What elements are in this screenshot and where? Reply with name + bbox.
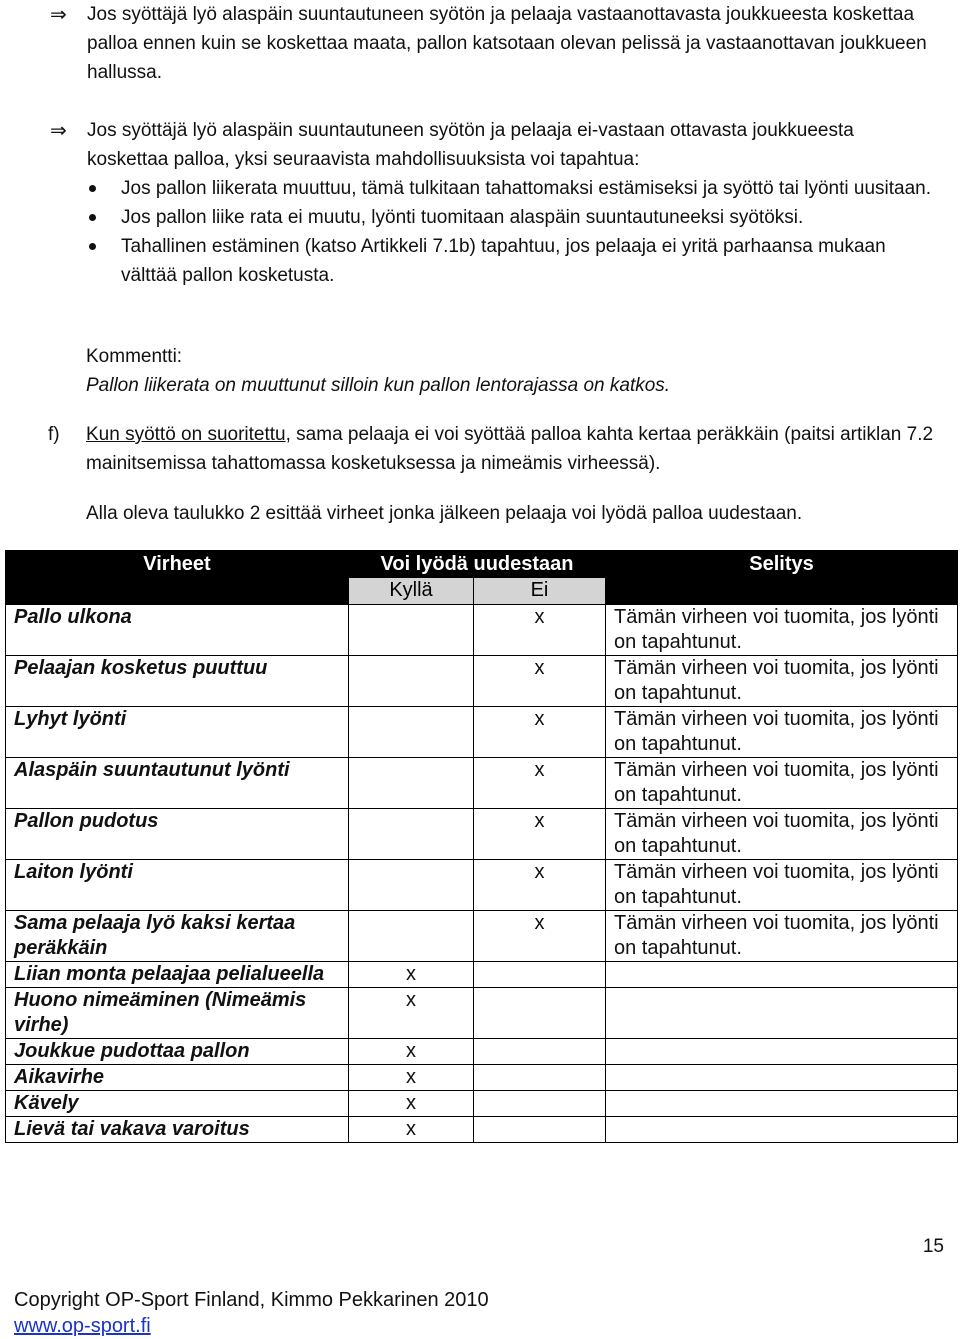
explanation-cell	[606, 1091, 958, 1117]
table-row	[6, 1039, 958, 1065]
fault-cell: Joukkue pudottaa pallon	[6, 1039, 349, 1065]
bullet-list	[86, 174, 936, 290]
header-no: Ei	[474, 578, 606, 605]
table-row	[6, 809, 958, 860]
no-cell: x	[474, 605, 606, 656]
header-explanation: Selitys	[606, 551, 958, 578]
explanation-cell: Tämän virheen voi tuomita, jos lyönti on tapahtunut.	[606, 605, 958, 656]
fault-cell: Sama pelaaja lyö kaksi kertaa peräkkäin	[6, 911, 349, 962]
page-number: 15	[922, 1236, 944, 1257]
table-row	[6, 656, 958, 707]
no-cell	[474, 988, 606, 1039]
explanation-cell: Tämän virheen voi tuomita, jos lyönti on tapahtunut.	[606, 911, 958, 962]
bullet-item: Jos pallon liikerata muuttuu, tämä tulkitaan tahattomaksi estämiseksi ja syöttö tai lyönti uusitaan.	[86, 174, 936, 203]
yes-cell	[349, 860, 474, 911]
header-blank	[6, 578, 349, 605]
yes-cell: x	[349, 1039, 474, 1065]
comment-text: Pallon liikerata on muuttunut silloin kun pallon lentorajassa on katkos.	[86, 375, 671, 396]
yes-cell	[349, 758, 474, 809]
no-cell	[474, 1091, 606, 1117]
fault-cell: Alaspäin suuntautunut lyönti	[6, 758, 349, 809]
yes-cell	[349, 707, 474, 758]
table-intro: Alla oleva taulukko 2 esittää virheet jonka jälkeen pelaaja voi lyödä palloa uudestaan.	[86, 503, 803, 524]
fault-cell: Kävely	[6, 1091, 349, 1117]
header-yes: Kyllä	[349, 578, 474, 605]
yes-cell	[349, 605, 474, 656]
explanation-cell	[606, 1039, 958, 1065]
yes-cell	[349, 809, 474, 860]
fault-cell: Aikavirhe	[6, 1065, 349, 1091]
bullet-item: Jos pallon liike rata ei muutu, lyönti tuomitaan alaspäin suuntautuneeksi syötöksi.	[86, 203, 936, 232]
rule-paragraph-2	[50, 116, 930, 174]
yes-cell	[349, 911, 474, 962]
yes-cell	[349, 656, 474, 707]
header-blank	[606, 578, 958, 605]
yes-cell: x	[349, 1065, 474, 1091]
rule-paragraph-1-text: Jos syöttäjä lyö alaspäin suuntautuneen syötön ja pelaaja vastaanottavasta joukkueesta koskettaa palloa ennen kuin se koskettaa maata, pallon katsotaan olevan pelissä ja vastaanottavan joukkueen hallussa.	[87, 4, 927, 83]
comment-block	[86, 342, 670, 400]
yes-cell: x	[349, 988, 474, 1039]
table-row	[6, 1117, 958, 1143]
explanation-cell	[606, 1117, 958, 1143]
explanation-cell	[606, 962, 958, 988]
no-cell: x	[474, 707, 606, 758]
rule-paragraph-1	[50, 0, 930, 87]
arrow-icon: ⇒	[50, 118, 67, 142]
yes-cell: x	[349, 1091, 474, 1117]
fault-cell: Liian monta pelaajaa pelialueella	[6, 962, 349, 988]
explanation-cell: Tämän virheen voi tuomita, jos lyönti on tapahtunut.	[606, 758, 958, 809]
header-can-hit-again: Voi lyödä uudestaan	[349, 551, 606, 578]
no-cell	[474, 1039, 606, 1065]
rule-f-underlined: Kun syöttö on suoritettu	[86, 424, 286, 445]
explanation-cell: Tämän virheen voi tuomita, jos lyönti on tapahtunut.	[606, 809, 958, 860]
table-row	[6, 962, 958, 988]
rule-paragraph-2-text: Jos syöttäjä lyö alaspäin suuntautuneen syötön ja pelaaja ei-vastaan ottavasta joukkueesta koskettaa palloa, yksi seuraavista mahdollisuuksista voi tapahtua:	[87, 120, 854, 170]
no-cell: x	[474, 758, 606, 809]
yes-cell: x	[349, 1117, 474, 1143]
no-cell	[474, 1117, 606, 1143]
no-cell	[474, 962, 606, 988]
no-cell: x	[474, 809, 606, 860]
table-row	[6, 911, 958, 962]
faults-table-body	[6, 605, 958, 1143]
yes-cell: x	[349, 962, 474, 988]
table-row	[6, 1065, 958, 1091]
rule-f-text: , sama pelaaja ei voi syöttää palloa kahta kertaa peräkkäin (paitsi artiklan 7.2 mainitsemissa tahattomassa kosketuksessa ja nimeämis virheessä).	[86, 424, 934, 474]
fault-cell: Pallon pudotus	[6, 809, 349, 860]
bullet-item: Tahallinen estäminen (katso Artikkeli 7.1b) tapahtuu, jos pelaaja ei yritä parhaansa mukaan välttää pallon kosketusta.	[86, 232, 936, 290]
table-row	[6, 707, 958, 758]
arrow-icon: ⇒	[50, 2, 67, 26]
faults-table	[5, 550, 958, 1143]
rule-f-label: f)	[48, 424, 60, 445]
explanation-cell	[606, 1065, 958, 1091]
table-row	[6, 1091, 958, 1117]
table-row	[6, 605, 958, 656]
fault-cell: Pelaajan kosketus puuttuu	[6, 656, 349, 707]
fault-cell: Lyhyt lyönti	[6, 707, 349, 758]
footer	[14, 1287, 489, 1339]
rule-f	[48, 420, 938, 478]
comment-label: Kommentti:	[86, 346, 183, 367]
fault-cell: Laiton lyönti	[6, 860, 349, 911]
fault-cell: Lievä tai vakava varoitus	[6, 1117, 349, 1143]
fault-cell: Huono nimeäminen (Nimeämis virhe)	[6, 988, 349, 1039]
explanation-cell: Tämän virheen voi tuomita, jos lyönti on tapahtunut.	[606, 860, 958, 911]
table-row	[6, 988, 958, 1039]
no-cell: x	[474, 656, 606, 707]
explanation-cell: Tämän virheen voi tuomita, jos lyönti on tapahtunut.	[606, 656, 958, 707]
explanation-cell: Tämän virheen voi tuomita, jos lyönti on tapahtunut.	[606, 707, 958, 758]
no-cell: x	[474, 860, 606, 911]
footer-link[interactable]: www.op-sport.fi	[14, 1315, 151, 1337]
no-cell: x	[474, 911, 606, 962]
table-row	[6, 758, 958, 809]
table-row	[6, 860, 958, 911]
header-faults: Virheet	[6, 551, 349, 578]
no-cell	[474, 1065, 606, 1091]
footer-copyright: Copyright OP-Sport Finland, Kimmo Pekkarinen 2010	[14, 1289, 489, 1311]
fault-cell: Pallo ulkona	[6, 605, 349, 656]
explanation-cell	[606, 988, 958, 1039]
